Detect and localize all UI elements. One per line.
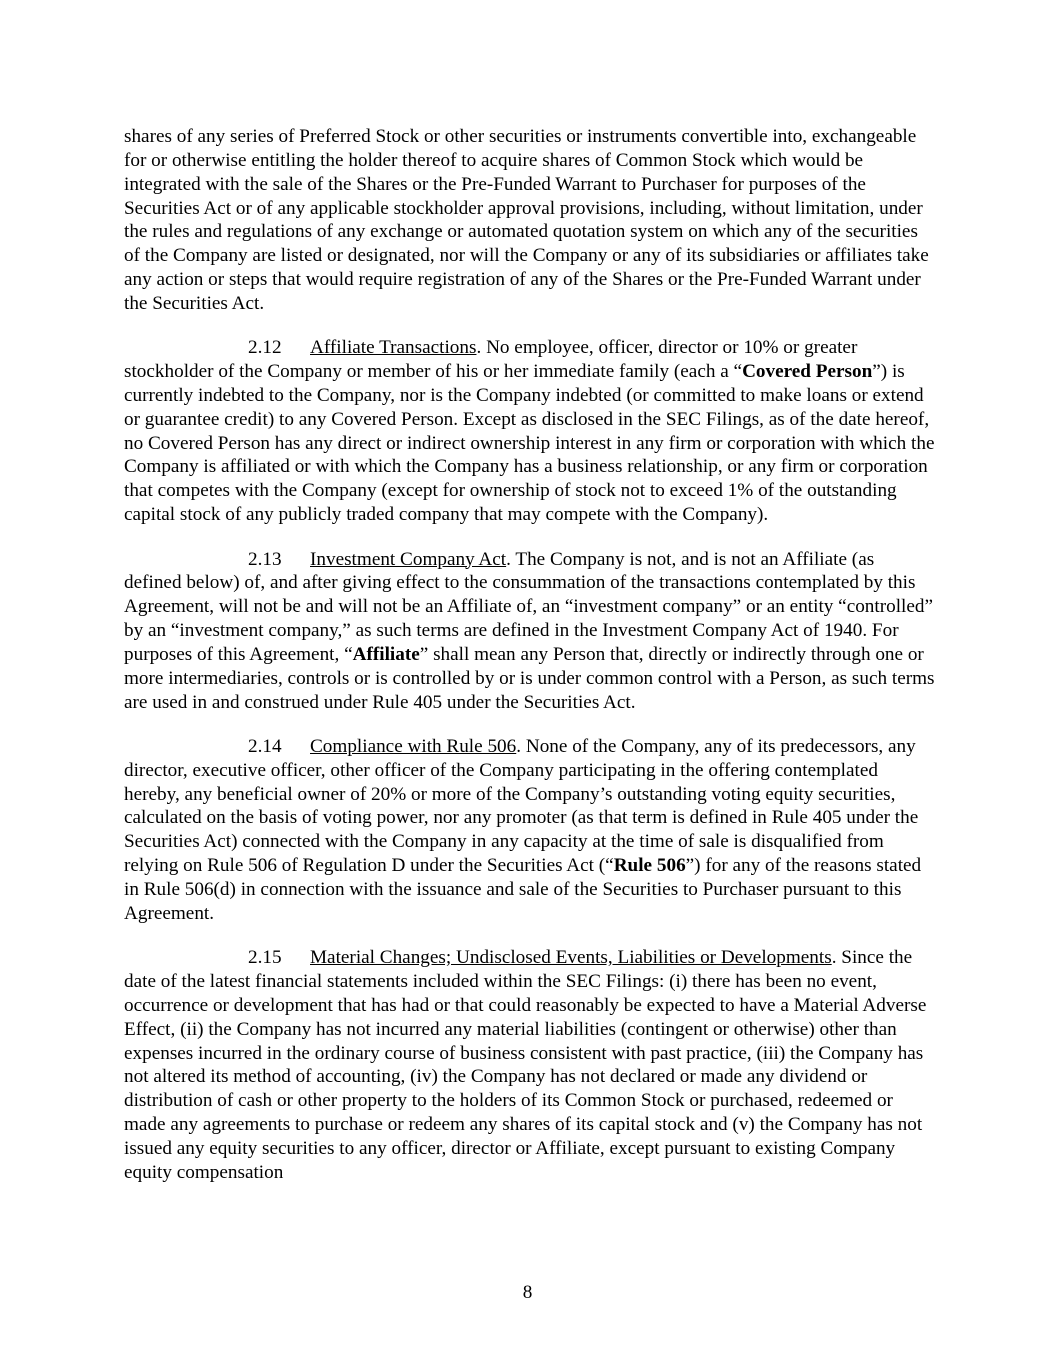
defined-term: Covered Person (742, 361, 873, 383)
defined-term: Affiliate (352, 643, 420, 665)
section-text: ” shall mean any Person that, directly or indirectly through one or more intermediaries, controls or is controlled by or is under common control with a Person, as such terms are used in and construed under Rule 405 under the Securities Act. (124, 643, 935, 713)
section-number: 2.14 (248, 735, 282, 757)
section-2-14 (124, 735, 936, 926)
section-2-13 (124, 548, 936, 715)
defined-term: Rule 506 (613, 855, 686, 877)
section-number: 2.12 (248, 337, 282, 359)
section-number: 2.15 (248, 947, 282, 969)
page-number: 8 (522, 1282, 533, 1303)
section-text: ”) is currently indebted to the Company, nor is the Company indebted (or committed to make loans or extend or guarantee credit) to any Covered Person. Except as disclosed in the SEC Filings, as of the date hereof, no Covered Person has any direct or indirect ownership interest in any firm or corporation with which the Company is affiliated or with which the Company has a business relationship, or any firm or corporation that competes with the Company (except for ownership of stock not to exceed 1% of the outstanding capital stock of any publicly traded company that may compete with the Company). (124, 361, 935, 526)
section-text: . Since the date of the latest financial statements included within the SEC Filings: (i) there has been no event, occurrence or development that has had or that could reasonably be expected to have a Material Adverse Effect, (ii) the Company has not incurred any material liabilities (contingent or otherwise) other than expenses incurred in the ordinary course of business consistent with past practice, (iii) the Company has not altered its method of accounting, (iv) the Company has not declared or made any dividend or distribution of cash or other property to the holders of its Common Stock or purchased, redeemed or made any agreements to purchase or redeem any shares of its capital stock and (v) the Company has not issued any equity securities to any officer, director or Affiliate, except pursuant to existing Company equity compensation (124, 947, 927, 1183)
section-text: ”) for any of the reasons stated in Rule 506(d) in connection with the issuance and sale of the Securities to Purchaser pursuant to this Agreement. (124, 855, 922, 924)
section-heading: Investment Company Act (310, 548, 507, 570)
paragraph-text: shares of any series of Preferred Stock or other securities or instruments convertible into, exchangeable for or otherwise entitling the holder thereof to acquire shares of Common Stock which would be integrated with the sale of the Shares or the Pre-Funded Warrant to Purchaser for purposes of the Securities Act or of any applicable stockholder approval provisions, including, without limitation, under the rules and regulations of any exchange or automated quotation system on which any of the securities of the Company are listed or designated, nor will the Company or any of its subsidiaries or affiliates take any action or steps that would require registration of any of the Shares or the Pre-Funded Warrant under the Securities Act. (124, 126, 929, 314)
section-2-12 (124, 336, 936, 527)
section-text: . No employee, officer, director or 10% or greater stockholder of the Company or member of his or her immediate family (each a “ (124, 337, 858, 383)
section-heading: Compliance with Rule 506 (310, 735, 517, 757)
continued-paragraph (124, 125, 936, 316)
section-heading: Material Changes; Undisclosed Events, Liabilities or Developments (310, 947, 832, 969)
section-text: . The Company is not, and is not an Affiliate (as defined below) of, and after giving effect to the consummation of the transactions contemplated by this Agreement, will not be and will not be an Affiliate of, an “investment company” or an entity “controlled” by an “investment company,” as such terms are defined in the Investment Company Act of 1940. For purposes of this Agreement, “ (124, 548, 934, 665)
section-text: . None of the Company, any of its predecessors, any director, executive officer, other officer of the Company participating in the offering contemplated hereby, any beneficial owner of 20% or more of the Company’s outstanding voting equity securities, calculated on the basis of voting power, nor any promoter (as that term is defined in Rule 405 under the Securities Act) connected with the Company in any capacity at the time of sale is disqualified from relying on Rule 506 of Regulation D under the Securities Act (“ (124, 735, 919, 877)
section-number: 2.13 (248, 548, 282, 570)
section-2-15 (124, 946, 936, 1184)
document-body (124, 125, 936, 1205)
section-heading: Affiliate Transactions (310, 337, 477, 359)
